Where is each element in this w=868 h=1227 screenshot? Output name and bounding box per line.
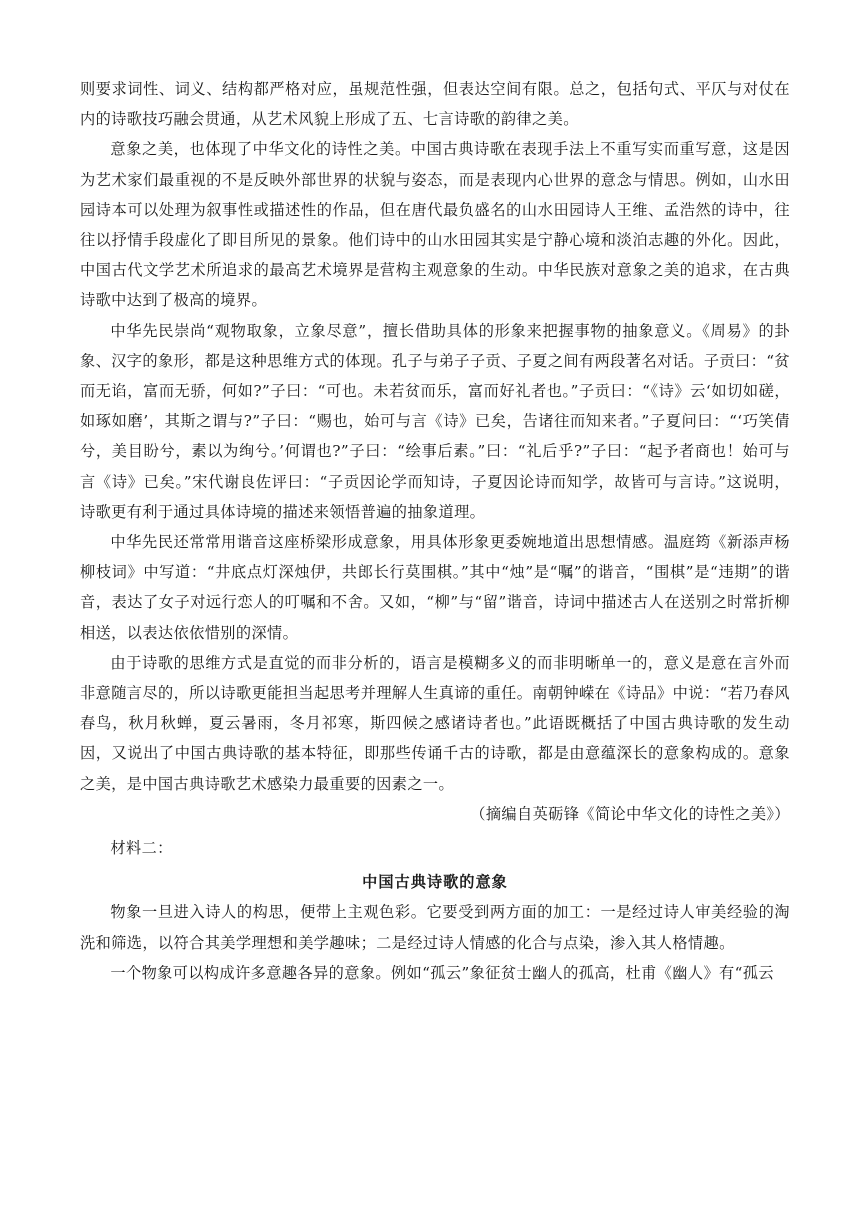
body-paragraph: 由于诗歌的思维方式是直觉的而非分析的，语言是模糊多义的而非明晰单一的，意义是意在言外而非意随言尽的，所以诗歌更能担当起思考并理解人生真谛的重任。南朝钟嵘在《诗品》中说：“若乃春风春鸟，秋月秋蝉，夏云暑雨，冬月祁寒，斯四候之感诸诗者也。”此语既概括了中国古典诗歌的发生动因，又说出了中国古典诗歌的基本特征，即那些传诵千古的诗歌，都是由意蕴深长的意象构成的。意象之美，是中国古典诗歌艺术感染力最重要的因素之一。 xyxy=(80,653,790,793)
body-paragraph: 则要求词性、词义、结构都严格对应，虽规范性强，但表达空间有限。总之，包括句式、平仄与对仗在内的诗歌技巧融会贯通，从艺术风貌上形成了五、七言诗歌的韵律之美。 xyxy=(80,80,790,129)
body-paragraph: 意象之美，也体现了中华文化的诗性之美。中国古典诗歌在表现手法上不重写实而重写意，这是因为艺术家们最重视的不是反映外部世界的状貌与姿态，而是表现内心世界的意念与情思。例如，山水田园诗本可以处理为叙事性或描述性的作品，但在唐代最负盛名的山水田园诗人王维、孟浩然的诗中，往往以抒情手段虚化了即目所见的景象。他们诗中的山水田园其实是宁静心境和淡泊志趣的外化。因此，中国古代文学艺术所追求的最高艺术境界是营构主观意象的生动。中华民族对意象之美的追求，在古典诗歌中达到了极高的境界。 xyxy=(80,140,790,310)
document-page xyxy=(80,74,790,988)
material-label: 材料二： xyxy=(110,839,173,858)
body-paragraph: 物象一旦进入诗人的构思，便带上主观色彩。它要受到两方面的加工：一是经过诗人审美经验的淘洗和筛选，以符合其美学理想和美学趣味；二是经过诗人情感的化合与点染，渗入其人格情趣。 xyxy=(80,903,790,952)
source-citation: （摘编自英砺锋《简论中华文化的诗性之美》） xyxy=(470,804,790,823)
body-paragraph: 中华先民还常常用谐音这座桥梁形成意象，用具体形象更委婉地道出思想情感。温庭筠《新添声杨柳枝词》中写道：“井底点灯深烛伊，共郎长行莫围棋。”其中“烛”是“嘱”的谐音，“围棋”是“违期”的谐音，表达了女子对远行恋人的叮嘱和不舍。又如，“柳”与“留”谐音，诗词中描述古人在送别之时常折柳相送，以表达依依惜别的深情。 xyxy=(80,533,790,642)
body-paragraph: 一个物象可以构成许多意趣各异的意象。例如“孤云”象征贫士幽人的孤高，杜甫《幽人》有“孤云 xyxy=(110,963,774,982)
section-title: 中国古典诗歌的意象 xyxy=(362,873,508,892)
body-paragraph: 中华先民崇尚“观物取象，立象尽意”，擅长借助具体的形象来把握事物的抽象意义。《周易》的卦象、汉字的象形，都是这种思维方式的体现。孔子与弟子子贡、子夏之间有两段著名对话。子贡曰：“贫而无谄，富而无骄，何如?”子曰：“可也。未若贫而乐，富而好礼者也。”子贡曰：“《诗》云‘如切如磋，如琢如磨’，其斯之谓与?”子曰：“赐也，始可与言《诗》已矣，告诸往而知来者。”子夏问曰：“‘巧笑倩兮，美目盼兮，素以为绚兮。’何谓也?”子曰：“绘事后素。”曰：“礼后乎?”子曰：“起予者商也！始可与言《诗》已矣。”宋代谢良佐评曰：“子贡因论学而知诗，子夏因论诗而知学，故皆可与言诗。”这说明，诗歌更有利于通过具体诗境的描述来领悟普遍的抽象道理。 xyxy=(80,321,790,521)
